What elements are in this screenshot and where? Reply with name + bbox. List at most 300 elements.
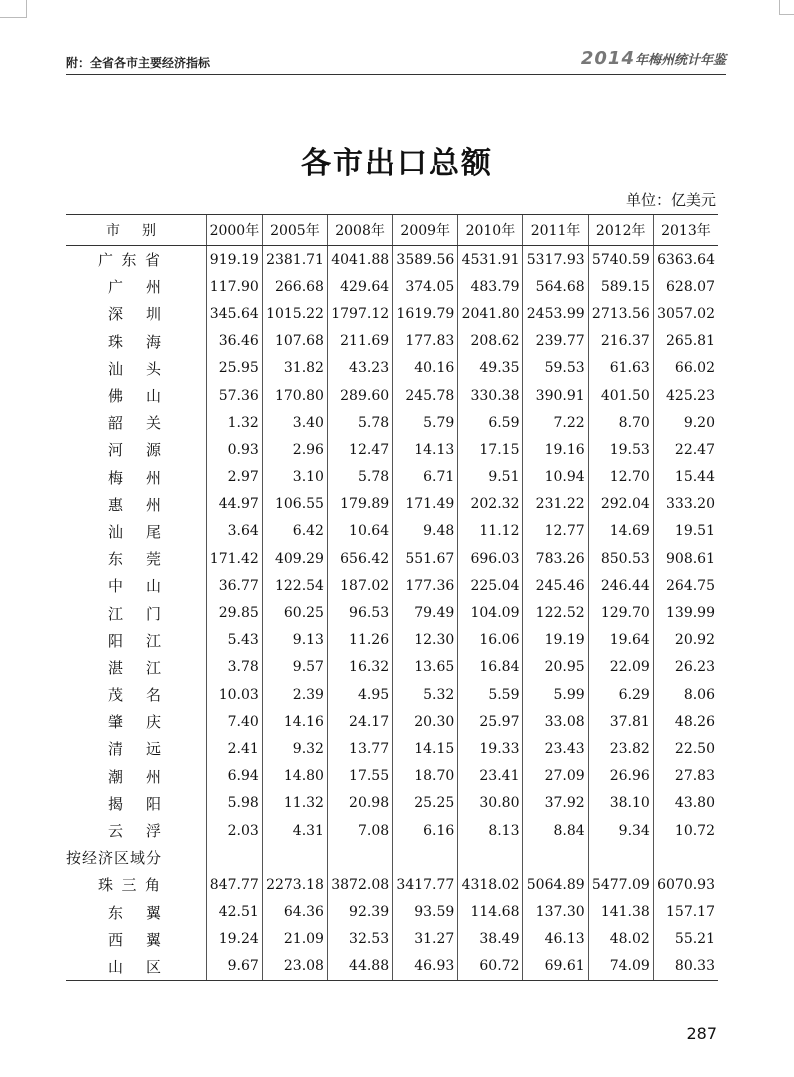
value-cell: 16.32 xyxy=(327,654,392,681)
value-cell: 48.26 xyxy=(653,708,718,735)
value-cell: 483.79 xyxy=(458,273,523,300)
value-cell xyxy=(207,844,263,871)
value-cell: 3.40 xyxy=(262,409,327,436)
value-cell: 14.13 xyxy=(393,436,458,463)
region-name xyxy=(66,572,207,599)
table-row xyxy=(66,871,718,898)
value-cell: 11.26 xyxy=(327,627,392,654)
value-cell: 1619.79 xyxy=(393,300,458,327)
value-cell: 919.19 xyxy=(207,246,263,274)
value-cell: 5317.93 xyxy=(523,246,588,274)
value-cell: 15.44 xyxy=(653,464,718,491)
value-cell: 5740.59 xyxy=(588,246,653,274)
value-cell: 24.17 xyxy=(327,708,392,735)
region-name-char: 云 xyxy=(108,822,124,841)
region-name xyxy=(66,627,207,654)
region-name-char: 广 xyxy=(108,278,124,297)
region-name-char: 江 xyxy=(108,604,124,623)
region-name xyxy=(66,735,207,762)
table-row xyxy=(66,763,718,790)
region-name-char: 浮 xyxy=(145,822,161,841)
value-cell: 46.13 xyxy=(523,926,588,953)
value-cell: 4.31 xyxy=(262,817,327,844)
table-row xyxy=(66,355,718,382)
value-cell: 4.95 xyxy=(327,681,392,708)
region-name xyxy=(66,899,207,926)
region-name-char: 阳 xyxy=(145,794,161,813)
value-cell: 26.96 xyxy=(588,763,653,790)
region-name-char: 梅 xyxy=(108,468,124,487)
region-name-char: 源 xyxy=(145,441,161,460)
value-cell: 26.23 xyxy=(653,654,718,681)
value-cell: 9.34 xyxy=(588,817,653,844)
value-cell: 21.09 xyxy=(262,926,327,953)
value-cell: 31.82 xyxy=(262,355,327,382)
value-cell: 74.09 xyxy=(588,953,653,981)
value-cell xyxy=(458,844,523,871)
value-cell: 5.78 xyxy=(327,464,392,491)
value-cell: 46.93 xyxy=(393,953,458,981)
value-cell: 36.77 xyxy=(207,572,263,599)
value-cell: 2.96 xyxy=(262,436,327,463)
column-header-year: 2012年 xyxy=(588,215,653,246)
value-cell: 23.41 xyxy=(458,763,523,790)
value-cell xyxy=(523,844,588,871)
value-cell: 5.78 xyxy=(327,409,392,436)
value-cell: 141.38 xyxy=(588,899,653,926)
value-cell: 27.09 xyxy=(523,763,588,790)
value-cell: 589.15 xyxy=(588,273,653,300)
value-cell: 8.70 xyxy=(588,409,653,436)
region-name xyxy=(66,464,207,491)
value-cell: 9.57 xyxy=(262,654,327,681)
value-cell: 330.38 xyxy=(458,382,523,409)
value-cell: 55.21 xyxy=(653,926,718,953)
value-cell xyxy=(262,844,327,871)
table-row xyxy=(66,654,718,681)
value-cell: 3589.56 xyxy=(393,246,458,274)
export-table xyxy=(66,214,718,981)
value-cell: 374.05 xyxy=(393,273,458,300)
value-cell: 38.49 xyxy=(458,926,523,953)
value-cell: 13.65 xyxy=(393,654,458,681)
value-cell: 628.07 xyxy=(653,273,718,300)
value-cell: 16.84 xyxy=(458,654,523,681)
region-name xyxy=(66,763,207,790)
region-name xyxy=(66,708,207,735)
table-row xyxy=(66,491,718,518)
value-cell: 696.03 xyxy=(458,545,523,572)
value-cell: 5.79 xyxy=(393,409,458,436)
table-row xyxy=(66,409,718,436)
region-name xyxy=(66,790,207,817)
value-cell: 5.98 xyxy=(207,790,263,817)
value-cell: 2381.71 xyxy=(262,246,327,274)
region-name xyxy=(66,926,207,953)
region-name xyxy=(66,382,207,409)
value-cell: 2453.99 xyxy=(523,300,588,327)
value-cell: 122.54 xyxy=(262,572,327,599)
value-cell: 12.70 xyxy=(588,464,653,491)
value-cell: 2.97 xyxy=(207,464,263,491)
unit-label: 单位：亿美元 xyxy=(625,191,716,209)
page-corner-mark xyxy=(0,0,27,18)
value-cell: 9.67 xyxy=(207,953,263,981)
value-cell: 13.77 xyxy=(327,735,392,762)
value-cell: 37.81 xyxy=(588,708,653,735)
table-row xyxy=(66,246,718,274)
value-cell: 7.40 xyxy=(207,708,263,735)
page-title: 各市出口总额 xyxy=(301,146,493,181)
value-cell: 265.81 xyxy=(653,328,718,355)
region-name-char: 翼 xyxy=(145,930,161,949)
value-cell: 9.32 xyxy=(262,735,327,762)
value-cell: 27.83 xyxy=(653,763,718,790)
region-name-char: 广 xyxy=(98,251,114,270)
value-cell: 19.64 xyxy=(588,627,653,654)
region-name-char: 名 xyxy=(145,686,161,705)
value-cell: 2.39 xyxy=(262,681,327,708)
value-cell: 93.59 xyxy=(393,899,458,926)
value-cell: 1.32 xyxy=(207,409,263,436)
value-cell: 43.80 xyxy=(653,790,718,817)
value-cell: 30.80 xyxy=(458,790,523,817)
region-name-char: 翼 xyxy=(145,903,161,922)
value-cell: 29.85 xyxy=(207,599,263,626)
value-cell: 216.37 xyxy=(588,328,653,355)
value-cell: 3.78 xyxy=(207,654,263,681)
value-cell: 2041.80 xyxy=(458,300,523,327)
value-cell: 10.03 xyxy=(207,681,263,708)
region-name-char: 珠 xyxy=(98,876,114,895)
column-header-year: 2005年 xyxy=(262,215,327,246)
value-cell: 25.97 xyxy=(458,708,523,735)
region-name-char: 汕 xyxy=(108,359,124,378)
value-cell: 171.49 xyxy=(393,491,458,518)
value-cell: 171.42 xyxy=(207,545,263,572)
value-cell: 23.82 xyxy=(588,735,653,762)
region-name-char: 汕 xyxy=(108,522,124,541)
value-cell: 4531.91 xyxy=(458,246,523,274)
value-cell: 3872.08 xyxy=(327,871,392,898)
table-row xyxy=(66,953,718,981)
region-name-char: 揭 xyxy=(108,794,124,813)
value-cell: 42.51 xyxy=(207,899,263,926)
region-name xyxy=(66,328,207,355)
region-name xyxy=(66,273,207,300)
value-cell: 14.80 xyxy=(262,763,327,790)
region-name-char: 茂 xyxy=(108,686,124,705)
value-cell: 3.10 xyxy=(262,464,327,491)
value-cell: 14.69 xyxy=(588,518,653,545)
value-cell: 3057.02 xyxy=(653,300,718,327)
value-cell: 5064.89 xyxy=(523,871,588,898)
value-cell: 8.13 xyxy=(458,817,523,844)
region-name xyxy=(66,654,207,681)
value-cell: 246.44 xyxy=(588,572,653,599)
value-cell: 117.90 xyxy=(207,273,263,300)
region-name-char: 州 xyxy=(145,468,161,487)
section-row xyxy=(66,844,718,871)
region-name-char: 角 xyxy=(144,876,160,895)
value-cell: 37.92 xyxy=(523,790,588,817)
value-cell: 12.30 xyxy=(393,627,458,654)
value-cell: 96.53 xyxy=(327,599,392,626)
running-header xyxy=(66,48,726,75)
value-cell: 139.99 xyxy=(653,599,718,626)
region-name-char: 阳 xyxy=(108,631,124,650)
value-cell: 22.50 xyxy=(653,735,718,762)
table-row xyxy=(66,382,718,409)
region-name-char: 江 xyxy=(145,631,161,650)
region-name-char: 东 xyxy=(108,550,124,569)
table-row xyxy=(66,436,718,463)
table-row xyxy=(66,599,718,626)
region-name xyxy=(66,871,207,898)
region-name-char: 东 xyxy=(108,903,124,922)
value-cell: 20.30 xyxy=(393,708,458,735)
value-cell: 2273.18 xyxy=(262,871,327,898)
value-cell: 14.16 xyxy=(262,708,327,735)
value-cell: 33.08 xyxy=(523,708,588,735)
value-cell: 23.08 xyxy=(262,953,327,981)
value-cell: 6.71 xyxy=(393,464,458,491)
value-cell: 66.02 xyxy=(653,355,718,382)
value-cell: 656.42 xyxy=(327,545,392,572)
header-section-title: 附：全省各市主要经济指标 xyxy=(66,56,211,70)
value-cell: 225.04 xyxy=(458,572,523,599)
table-row xyxy=(66,926,718,953)
value-cell: 2.41 xyxy=(207,735,263,762)
table-row xyxy=(66,300,718,327)
region-name xyxy=(66,246,207,274)
column-header-year: 2010年 xyxy=(458,215,523,246)
table-row xyxy=(66,790,718,817)
table-header-row xyxy=(66,215,718,246)
region-name xyxy=(66,409,207,436)
value-cell: 6.42 xyxy=(262,518,327,545)
value-cell: 409.29 xyxy=(262,545,327,572)
value-cell: 429.64 xyxy=(327,273,392,300)
value-cell: 1015.22 xyxy=(262,300,327,327)
region-name xyxy=(66,681,207,708)
value-cell: 5.32 xyxy=(393,681,458,708)
value-cell: 80.33 xyxy=(653,953,718,981)
value-cell: 32.53 xyxy=(327,926,392,953)
value-cell: 10.64 xyxy=(327,518,392,545)
value-cell: 4041.88 xyxy=(327,246,392,274)
value-cell: 5477.09 xyxy=(588,871,653,898)
value-cell: 9.13 xyxy=(262,627,327,654)
table-row xyxy=(66,708,718,735)
value-cell xyxy=(393,844,458,871)
column-header-year: 2011年 xyxy=(523,215,588,246)
value-cell: 390.91 xyxy=(523,382,588,409)
value-cell: 157.17 xyxy=(653,899,718,926)
value-cell: 425.23 xyxy=(653,382,718,409)
value-cell: 4318.02 xyxy=(458,871,523,898)
region-name-char: 潮 xyxy=(108,767,124,786)
value-cell: 129.70 xyxy=(588,599,653,626)
region-name-char: 海 xyxy=(145,332,161,351)
value-cell: 345.64 xyxy=(207,300,263,327)
table-row xyxy=(66,735,718,762)
value-cell: 231.22 xyxy=(523,491,588,518)
value-cell: 40.16 xyxy=(393,355,458,382)
region-name-char: 韶 xyxy=(108,414,124,433)
value-cell xyxy=(653,844,718,871)
value-cell: 19.33 xyxy=(458,735,523,762)
value-cell: 0.93 xyxy=(207,436,263,463)
region-name-char: 州 xyxy=(145,495,161,514)
region-name-char: 珠 xyxy=(108,332,124,351)
value-cell: 264.75 xyxy=(653,572,718,599)
region-name-char: 关 xyxy=(145,414,161,433)
region-name-char: 山 xyxy=(108,957,124,976)
value-cell: 187.02 xyxy=(327,572,392,599)
value-cell: 19.53 xyxy=(588,436,653,463)
value-cell: 564.68 xyxy=(523,273,588,300)
value-cell: 245.46 xyxy=(523,572,588,599)
value-cell: 49.35 xyxy=(458,355,523,382)
value-cell: 17.15 xyxy=(458,436,523,463)
value-cell: 18.70 xyxy=(393,763,458,790)
table-row xyxy=(66,328,718,355)
value-cell: 9.48 xyxy=(393,518,458,545)
value-cell: 9.20 xyxy=(653,409,718,436)
region-name-char: 三 xyxy=(121,876,137,895)
region-name-char: 圳 xyxy=(145,305,161,324)
region-name-char: 州 xyxy=(145,767,161,786)
table-row xyxy=(66,681,718,708)
value-cell: 211.69 xyxy=(327,328,392,355)
value-cell: 19.19 xyxy=(523,627,588,654)
value-cell: 25.25 xyxy=(393,790,458,817)
value-cell: 11.12 xyxy=(458,518,523,545)
value-cell: 14.15 xyxy=(393,735,458,762)
value-cell: 36.46 xyxy=(207,328,263,355)
value-cell: 783.26 xyxy=(523,545,588,572)
region-name-char: 莞 xyxy=(145,550,161,569)
value-cell: 10.94 xyxy=(523,464,588,491)
value-cell: 64.36 xyxy=(262,899,327,926)
table-body xyxy=(66,246,718,981)
value-cell: 19.24 xyxy=(207,926,263,953)
value-cell: 202.32 xyxy=(458,491,523,518)
value-cell: 401.50 xyxy=(588,382,653,409)
value-cell xyxy=(588,844,653,871)
value-cell xyxy=(327,844,392,871)
value-cell: 239.77 xyxy=(523,328,588,355)
region-name-char: 区 xyxy=(145,957,161,976)
value-cell: 847.77 xyxy=(207,871,263,898)
column-header-region: 市别 xyxy=(66,215,207,246)
value-cell: 104.09 xyxy=(458,599,523,626)
value-cell: 38.10 xyxy=(588,790,653,817)
value-cell: 44.97 xyxy=(207,491,263,518)
value-cell: 6363.64 xyxy=(653,246,718,274)
value-cell: 25.95 xyxy=(207,355,263,382)
table-row xyxy=(66,273,718,300)
region-name xyxy=(66,953,207,981)
value-cell: 8.06 xyxy=(653,681,718,708)
column-header-year: 2008年 xyxy=(327,215,392,246)
region-name xyxy=(66,518,207,545)
value-cell: 60.72 xyxy=(458,953,523,981)
value-cell: 69.61 xyxy=(523,953,588,981)
region-name xyxy=(66,300,207,327)
table-row xyxy=(66,627,718,654)
value-cell: 850.53 xyxy=(588,545,653,572)
region-name-char: 省 xyxy=(144,251,160,270)
value-cell: 2713.56 xyxy=(588,300,653,327)
value-cell: 20.92 xyxy=(653,627,718,654)
value-cell: 179.89 xyxy=(327,491,392,518)
value-cell: 1797.12 xyxy=(327,300,392,327)
page-corner-mark-right xyxy=(779,0,794,15)
region-name-char: 河 xyxy=(108,441,124,460)
header-year: 2014 xyxy=(580,48,635,69)
value-cell: 106.55 xyxy=(262,491,327,518)
value-cell: 137.30 xyxy=(523,899,588,926)
value-cell: 266.68 xyxy=(262,273,327,300)
value-cell: 57.36 xyxy=(207,382,263,409)
value-cell: 6070.93 xyxy=(653,871,718,898)
region-name-char: 头 xyxy=(145,359,161,378)
value-cell: 22.47 xyxy=(653,436,718,463)
region-name-char: 山 xyxy=(145,577,161,596)
value-cell: 48.02 xyxy=(588,926,653,953)
table-row xyxy=(66,545,718,572)
region-name-char: 肇 xyxy=(108,713,124,732)
value-cell: 551.67 xyxy=(393,545,458,572)
value-cell: 19.16 xyxy=(523,436,588,463)
value-cell: 11.32 xyxy=(262,790,327,817)
value-cell: 19.51 xyxy=(653,518,718,545)
value-cell: 12.47 xyxy=(327,436,392,463)
value-cell: 20.98 xyxy=(327,790,392,817)
value-cell: 16.06 xyxy=(458,627,523,654)
region-name: 按经济区域分 xyxy=(66,849,163,868)
value-cell: 9.51 xyxy=(458,464,523,491)
value-cell: 333.20 xyxy=(653,491,718,518)
column-header-year: 2000年 xyxy=(207,215,263,246)
value-cell: 12.77 xyxy=(523,518,588,545)
value-cell: 292.04 xyxy=(588,491,653,518)
value-cell: 170.80 xyxy=(262,382,327,409)
region-name xyxy=(66,545,207,572)
value-cell: 177.36 xyxy=(393,572,458,599)
value-cell: 114.68 xyxy=(458,899,523,926)
value-cell: 6.59 xyxy=(458,409,523,436)
value-cell: 59.53 xyxy=(523,355,588,382)
value-cell: 5.59 xyxy=(458,681,523,708)
value-cell: 177.83 xyxy=(393,328,458,355)
value-cell: 122.52 xyxy=(523,599,588,626)
value-cell: 6.94 xyxy=(207,763,263,790)
value-cell: 5.99 xyxy=(523,681,588,708)
value-cell: 43.23 xyxy=(327,355,392,382)
table-row xyxy=(66,572,718,599)
value-cell: 20.95 xyxy=(523,654,588,681)
value-cell: 7.08 xyxy=(327,817,392,844)
region-name-char: 江 xyxy=(145,658,161,677)
header-book-name: 年梅州统计年鉴 xyxy=(634,53,726,68)
value-cell: 6.29 xyxy=(588,681,653,708)
value-cell: 245.78 xyxy=(393,382,458,409)
region-name-char: 佛 xyxy=(108,387,124,406)
value-cell: 908.61 xyxy=(653,545,718,572)
